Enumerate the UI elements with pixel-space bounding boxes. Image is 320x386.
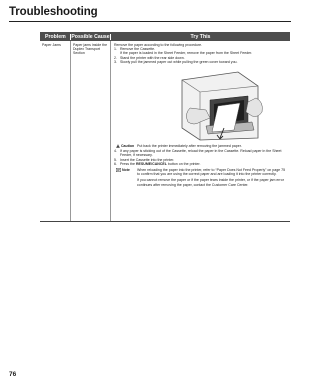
step-text-before: Press the <box>120 162 136 167</box>
note-text: If you cannot remove the paper or if the paper tears inside the printer, or if the paper jam error continues after removing the paper, contact the Customer Care Center. <box>137 178 284 187</box>
solution-cell <box>110 41 290 221</box>
cause-cell: Paper jams inside the Duplex Transport Section <box>70 41 110 221</box>
procedure-step <box>114 149 288 158</box>
page-number: 76 <box>9 371 17 378</box>
caution-label: Caution <box>121 143 135 148</box>
step-text: Remove the Cassette. <box>120 46 156 51</box>
step-number: 5. <box>114 157 117 162</box>
note-text: When reloading the paper into the printer, refer to “Paper Does Not Feed Properly” on page 75 to confirm that you are using the correct paper and are loading it into the printer correctly. <box>137 167 286 176</box>
caution-box <box>116 144 288 148</box>
column-header-cause: Possible Cause <box>71 33 110 40</box>
step-number: 3. <box>114 60 117 65</box>
step-text: If the paper is loaded in the Sheet Feeder, remove the paper from the Sheet Feeder. <box>120 51 253 56</box>
step-text: If any paper is sticking out of the Cassette, reload the paper in the Cassette. Reload paper in the Sheet Feeder, if necessary. <box>120 148 282 158</box>
header-divider <box>9 21 291 22</box>
caution-icon <box>116 144 120 148</box>
step-number: 6. <box>114 162 117 167</box>
step-text <box>120 162 288 166</box>
table-row <box>40 41 290 222</box>
column-header-try: Try This <box>110 34 290 40</box>
problem-cell: Paper Jams <box>42 42 61 47</box>
step-text: Insert the Cassette into the printer. <box>120 157 175 162</box>
note-box <box>116 168 288 188</box>
step-number: 4. <box>114 148 117 153</box>
printer-rear-illustration <box>160 68 280 143</box>
table-header-row <box>40 32 290 41</box>
step-number: 1. <box>114 46 117 51</box>
resume-cancel-button-name: RESUME/CANCEL <box>135 162 167 167</box>
procedure-step <box>114 162 288 166</box>
caution-text: Put back the printer immediately after removing the jammed paper. <box>137 143 242 148</box>
step-number: 2. <box>114 55 117 60</box>
column-header-problem: Problem <box>45 33 66 40</box>
step-text: Slowly pull the jammed paper out while pulling the green cover toward you. <box>120 60 238 65</box>
note-icon <box>116 168 121 172</box>
page-title: Troubleshooting <box>9 6 98 18</box>
step-text: Stand the printer with the rear side down. <box>120 55 185 60</box>
step-text-after: button on the printer. <box>166 162 201 167</box>
printer-jam-illustration <box>160 68 280 143</box>
troubleshooting-table <box>40 32 290 222</box>
procedure-step <box>114 60 288 64</box>
procedure-intro: Remove the paper according to the following procedure. <box>114 42 203 47</box>
note-label: Note <box>122 167 130 172</box>
